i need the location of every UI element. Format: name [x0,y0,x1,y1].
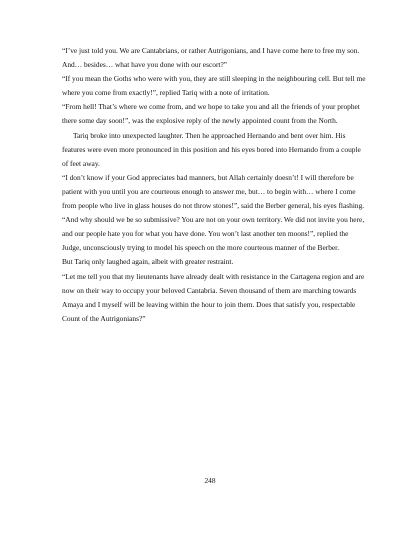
body-text [62,44,368,326]
paragraph: “Let me tell you that my lieutenants have already dealt with resistance in the Cartagena region and are now on their way to occupy your beloved Cantabria. Seven thousand of them are marching towards Amaya and I myself will be leaving within the hour to join them. Does that satisfy you, respectable Count of the Autrigonians?” [62,271,365,323]
paragraph: “From hell! That’s where we come from, and we hope to take you and all the friends of your prophet there some day soon!”, was the explosive reply of the newly appointed count from the North. [62,102,360,126]
paragraph: “And why should we be so submissive? You are not on your own territory. We did not invite you here, and our people hate you for what you have done. You won’t last another ten moons!”, replied the Judge, unconsciously trying to model his speech on the more courteous manner of the Berber. [62,215,365,253]
page-number: 248 [204,476,216,485]
paragraph: “I don’t know if your God appreciates bad manners, but Allah certainly doesn’t! I will therefore be patient with you until you are courteous enough to answer me, but… to begin with… where I come from people who live in glass houses do not throw stones!”, said the Berber general, his eyes flashing. [62,172,365,211]
paragraph: But Tariq only laughed again, albeit with greater restraint. [62,257,234,267]
paragraph: “I’ve just told you. We are Cantabrians, or rather Autrigonians, and I have come here to free my son. And… besides… what have you done with our escort?” [62,46,360,70]
paragraph: “If you mean the Goths who were with you, they are still sleeping in the neighbouring cell. But tell me where you come from exactly!”, replied Tariq with a note of irritation. [62,74,366,98]
paragraph: Tariq broke into unexpected laughter. Then he approached Hernando and bent over him. His features were even more pronounced in this position and his eyes bored into Hernando from a couple of feet away. [62,130,361,168]
